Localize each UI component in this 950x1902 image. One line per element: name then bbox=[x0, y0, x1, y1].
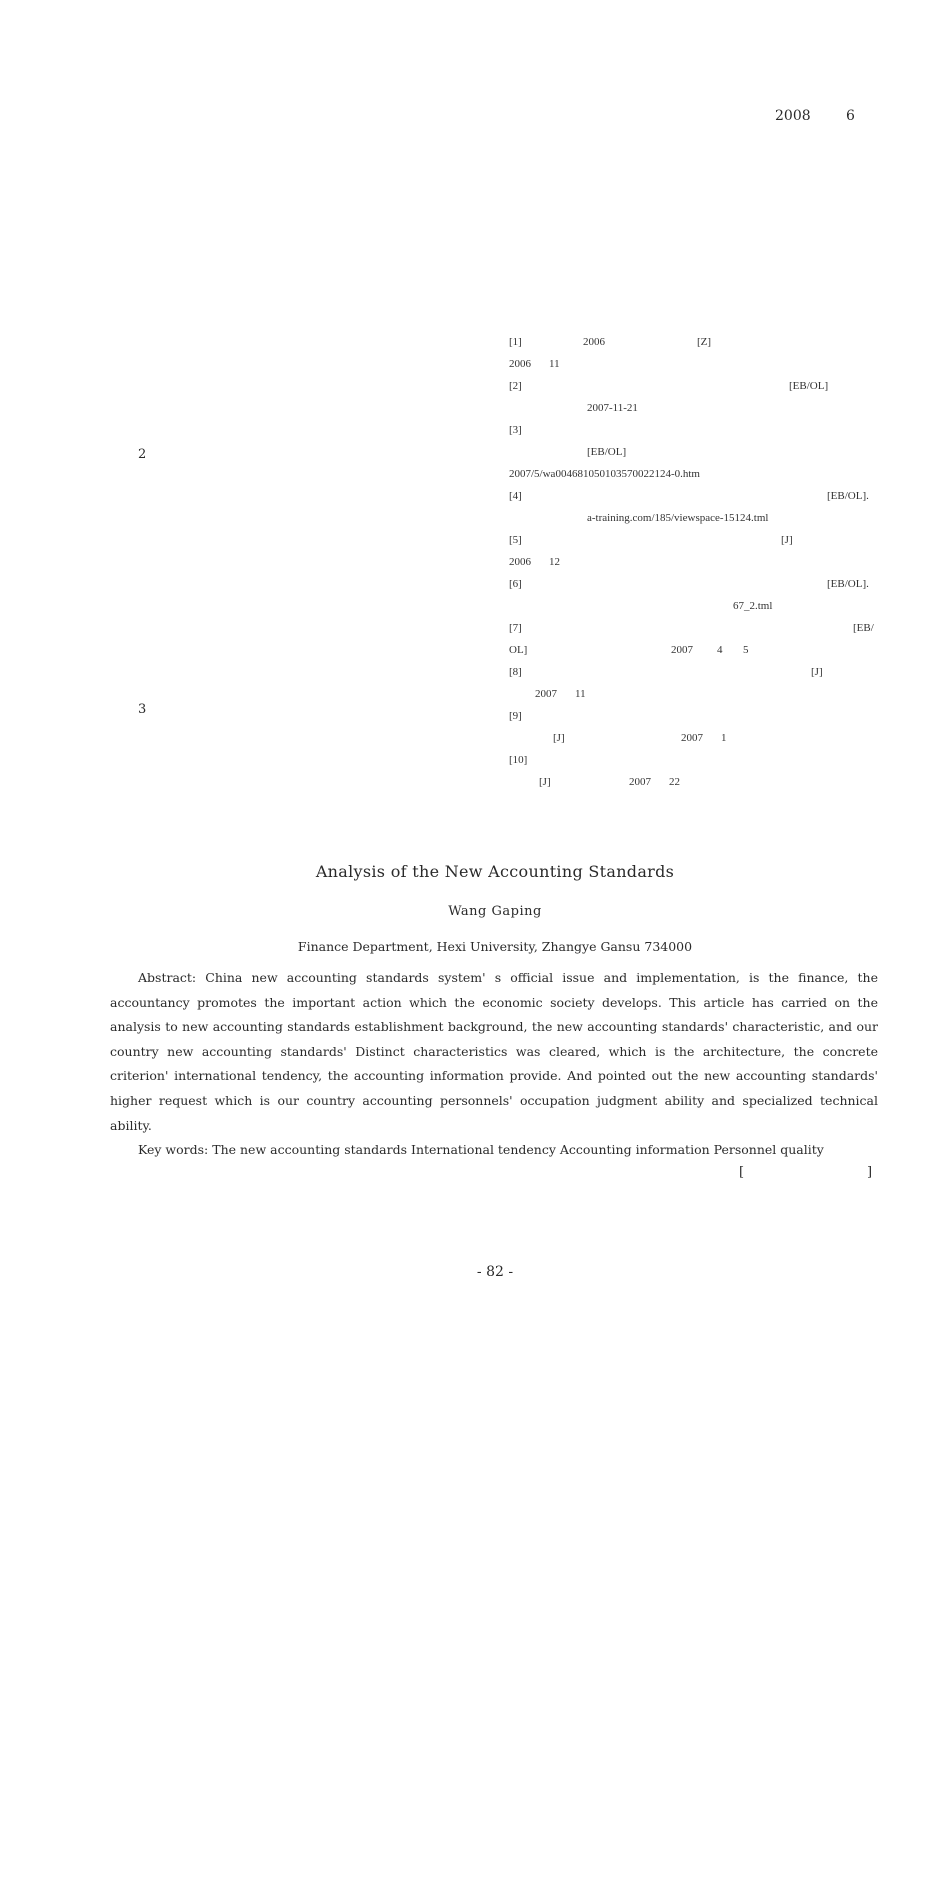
reference-text: 2007 bbox=[535, 688, 557, 700]
reference-mark: [7] bbox=[509, 622, 522, 634]
reference-text: 2007-11-21 bbox=[587, 402, 638, 414]
header-year: 2008 bbox=[775, 108, 811, 124]
reference-text: [EB/OL] bbox=[587, 446, 627, 458]
reference-text: 2006 bbox=[509, 358, 531, 370]
reference-text: 67_2.tml bbox=[733, 600, 773, 612]
reference-mark: [6] bbox=[509, 578, 522, 590]
reference-mark: [4] bbox=[509, 490, 522, 502]
reference-mark: [1] bbox=[509, 336, 522, 348]
reference-text: 2006 bbox=[583, 336, 605, 348]
english-affiliation: Finance Department, Hexi University, Zhangye Gansu 734000 bbox=[297, 939, 693, 954]
reference-text: [EB/OL]. bbox=[827, 490, 869, 502]
reference-mark: [9] bbox=[509, 710, 522, 722]
page-number: - 82 - bbox=[476, 1264, 514, 1280]
reference-text: [EB/ bbox=[853, 622, 874, 634]
reference-text: 11 bbox=[575, 688, 586, 700]
reference-text: a-training.com/185/viewspace-15124.tml bbox=[587, 512, 769, 524]
reference-text: 2007 bbox=[671, 644, 693, 656]
reference-text: 2007 bbox=[681, 732, 703, 744]
reference-text: 12 bbox=[549, 556, 560, 568]
reference-text: [Z] bbox=[697, 336, 712, 348]
reference-text: 2007 bbox=[629, 776, 651, 788]
reference-text: [J] bbox=[811, 666, 823, 678]
english-title: Analysis of the New Accounting Standards bbox=[315, 862, 675, 881]
reference-text: 5 bbox=[743, 644, 749, 656]
reference-mark: [8] bbox=[509, 666, 522, 678]
reference-text: 2006 bbox=[509, 556, 531, 568]
header-issue: 6 bbox=[846, 108, 855, 124]
editor-bracket-open: [ bbox=[739, 1165, 745, 1180]
reference-text: OL] bbox=[509, 644, 528, 656]
reference-mark: [5] bbox=[509, 534, 522, 546]
reference-text: 4 bbox=[717, 644, 723, 656]
reference-text: [J] bbox=[781, 534, 793, 546]
reference-text: [EB/OL]. bbox=[827, 578, 869, 590]
reference-text: [EB/OL] bbox=[789, 380, 829, 392]
english-keywords: Key words: The new accounting standards International tendency Accounting information Personnel quality bbox=[138, 1142, 824, 1158]
reference-mark: [10] bbox=[509, 754, 528, 766]
english-abstract: Abstract: China new accounting standards system' s official issue and implementation, is the finance, the accountancy promotes the important action which the economic society develops. This article has carried on the analysis to new accounting standards establishment background, the new accounting standards' characteristic, and our country new accounting standards' Distinct characteristics was cleared, which is the architecture, the concrete criterion' international tendency, the accounting information provide. And pointed out the new accounting standards' higher request which is our country accounting personnels' occupation judgment ability and specialized technical ability. bbox=[110, 970, 878, 1133]
section-number: 2 bbox=[138, 447, 147, 462]
reference-mark: [2] bbox=[509, 380, 522, 392]
reference-text: 11 bbox=[549, 358, 560, 370]
section-number: 3 bbox=[138, 702, 147, 717]
english-author: Wang Gaping bbox=[448, 904, 542, 919]
reference-text: 22 bbox=[669, 776, 680, 788]
english-abstract-block bbox=[110, 966, 878, 1163]
reference-text: 2007/5/wa004681050103570022124-0.htm bbox=[509, 468, 700, 480]
reference-text: [J] bbox=[553, 732, 565, 744]
reference-text: 1 bbox=[721, 732, 727, 744]
editor-bracket-close: ] bbox=[867, 1165, 873, 1180]
reference-mark: [3] bbox=[509, 424, 522, 436]
reference-text: [J] bbox=[539, 776, 551, 788]
